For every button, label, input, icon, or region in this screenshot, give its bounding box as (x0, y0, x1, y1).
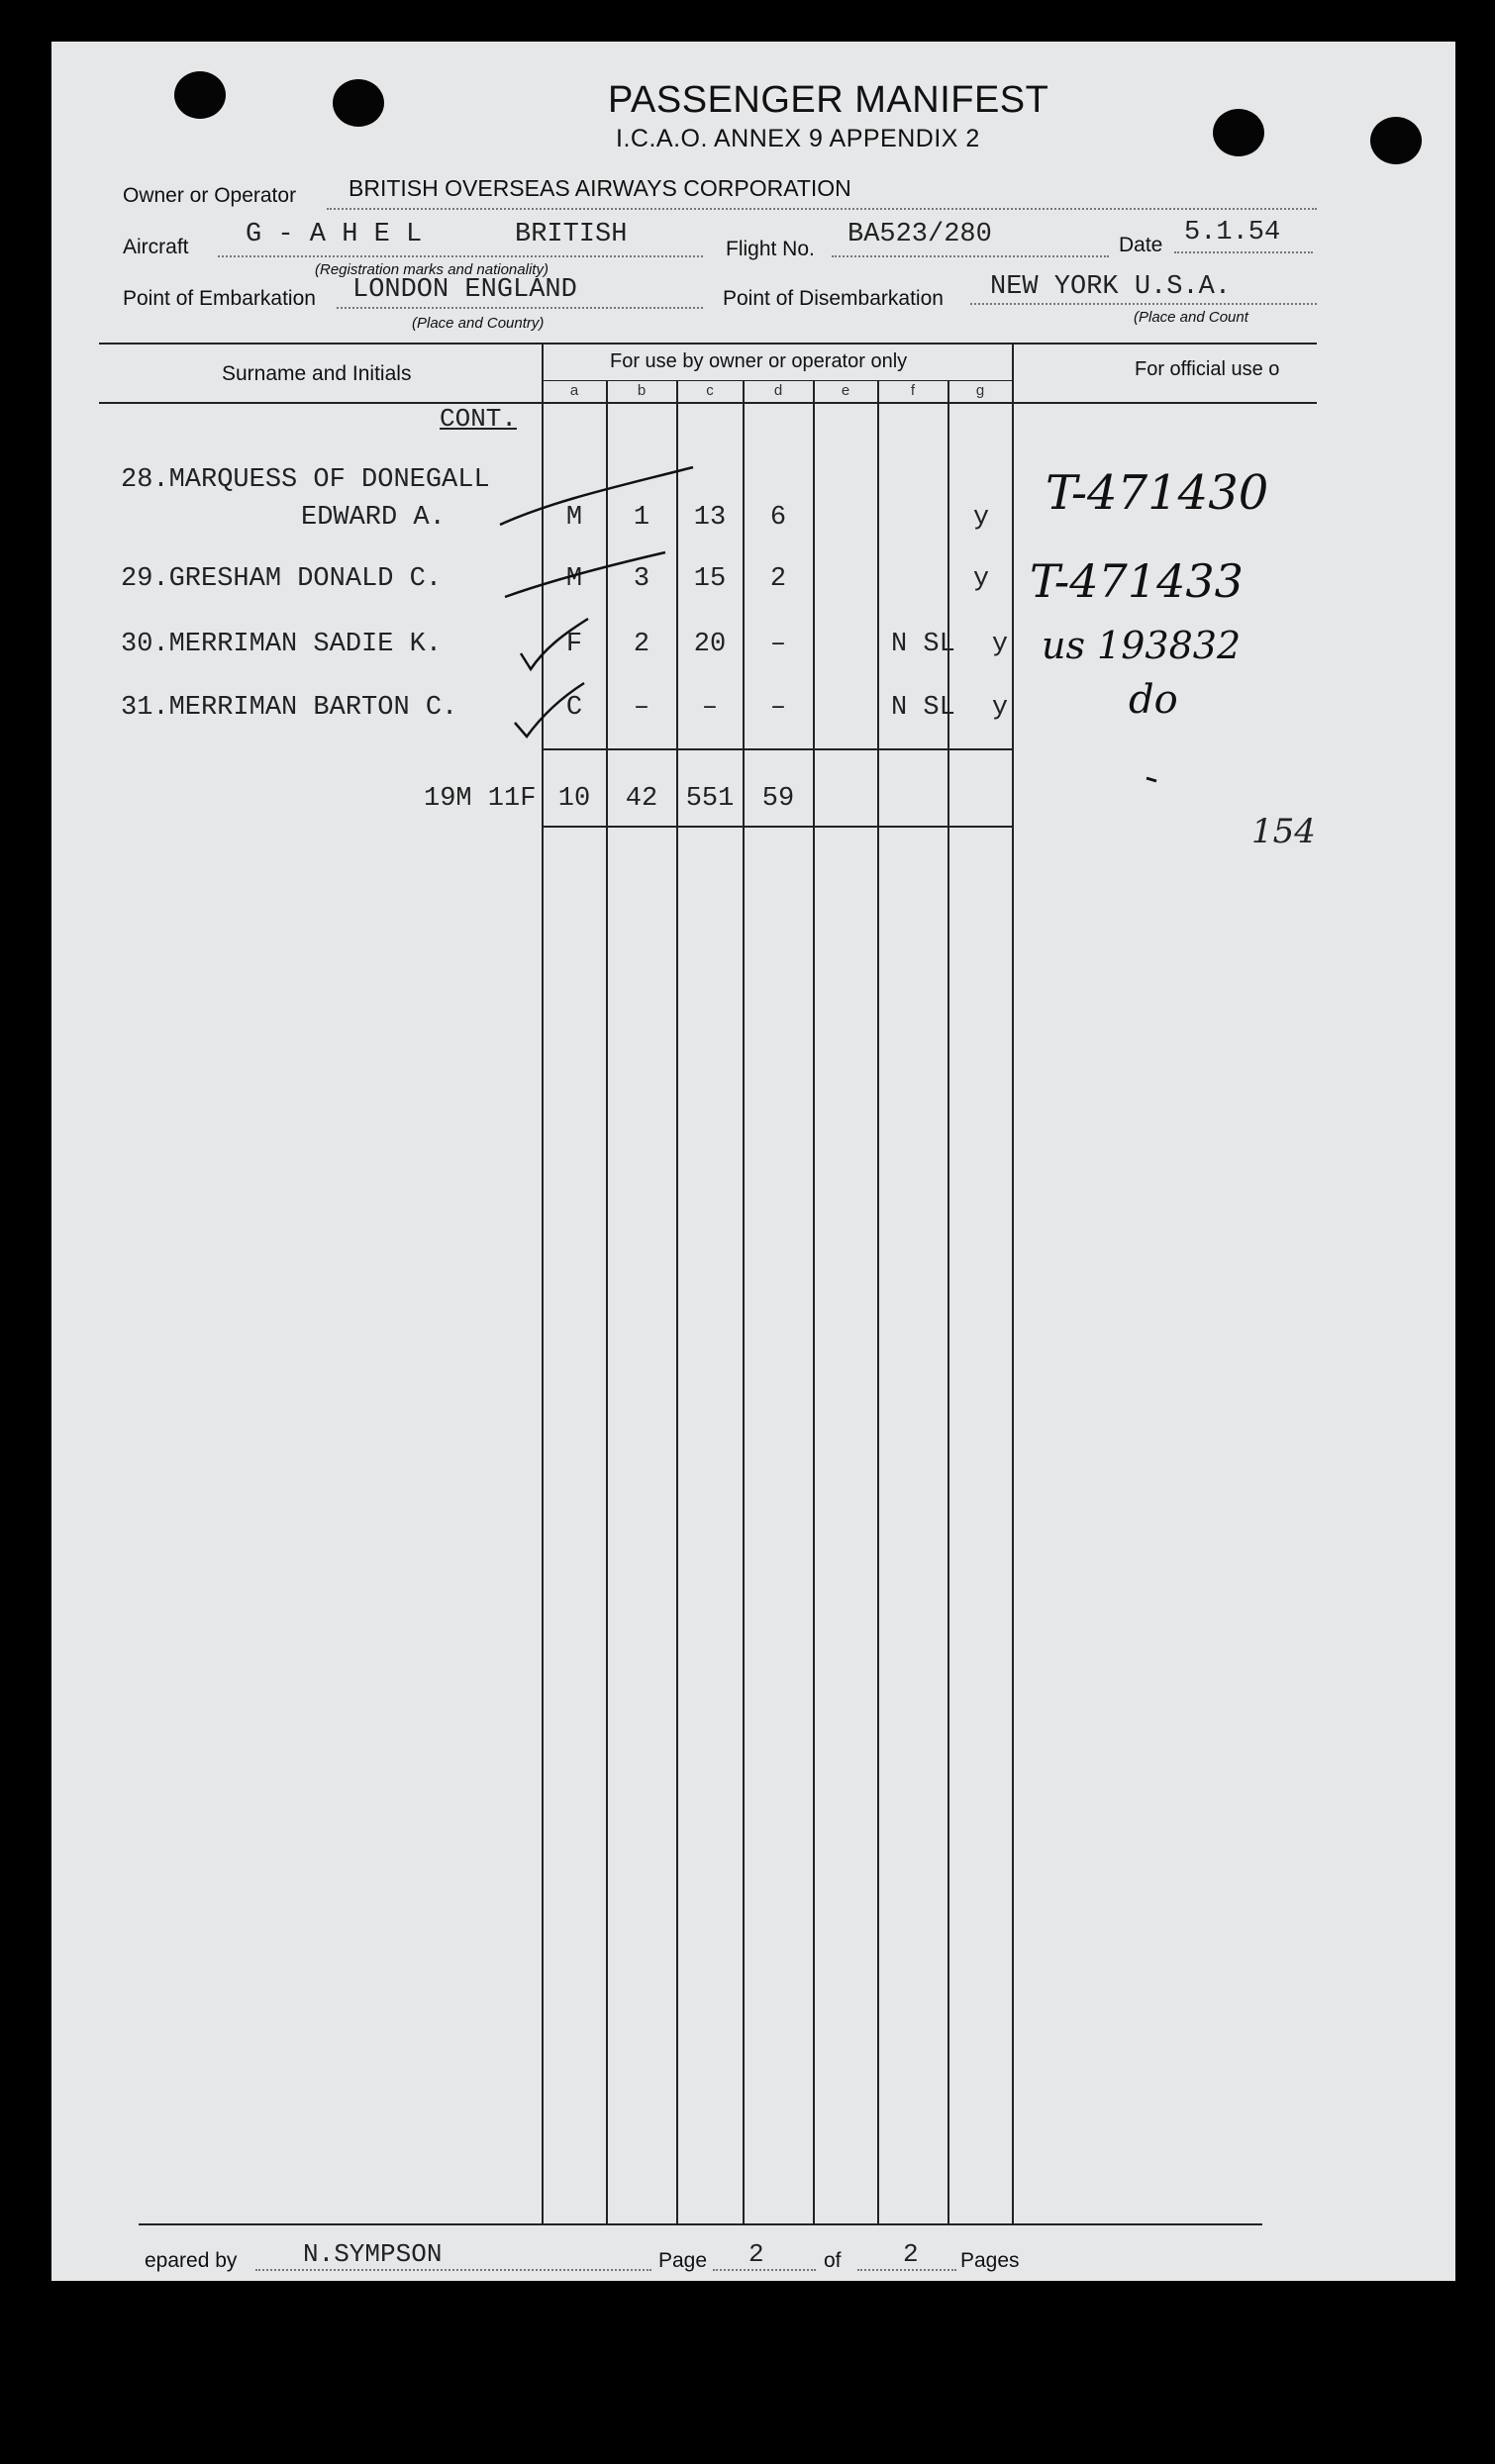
table-top-rule (99, 343, 1317, 345)
date-dotted-line (1174, 251, 1313, 253)
aircraft-label: Aircraft (123, 236, 189, 258)
of-value: 2 (903, 2239, 919, 2269)
date-label: Date (1119, 234, 1163, 256)
row-28-col-c: 13 (693, 503, 727, 533)
prepared-label: epared by (145, 2249, 238, 2272)
prepared-value: N.SYMPSON (303, 2239, 443, 2269)
punch-hole-2 (333, 79, 384, 127)
col-letter-b: b (637, 382, 647, 399)
flight-label: Flight No. (726, 238, 815, 260)
row-31-col-d: – (769, 693, 787, 723)
col-letter-a: a (569, 382, 579, 399)
flight-value: BA523/280 (847, 220, 992, 249)
row-28-col-g: y (972, 503, 990, 533)
row-29-official: T-471433 (1030, 554, 1244, 608)
cont-label: CONT. (440, 404, 518, 434)
row-31-col-g: y (991, 693, 1009, 723)
col-letter-g: g (975, 382, 985, 399)
table-header-bottom-rule (99, 402, 1317, 404)
col-rule-5 (813, 380, 815, 2225)
totals-col-b: 42 (625, 784, 658, 814)
of-label: of (824, 2249, 842, 2272)
embarkation-label: Point of Embarkation (123, 287, 316, 310)
letters-rule (543, 380, 1012, 381)
row-28-name: 28.MARQUESS OF DONEGALL (121, 465, 490, 495)
row-31-col-c: – (701, 693, 719, 723)
aircraft-note: (Registration marks and nationality) (315, 261, 548, 278)
punch-hole-3 (1213, 109, 1264, 156)
row-28-official: T-471430 (1046, 465, 1269, 521)
col-letter-e: e (841, 382, 850, 399)
punch-hole-4 (1370, 117, 1422, 164)
row-29-col-c: 15 (693, 564, 727, 594)
row-30-col-g: y (991, 630, 1009, 659)
row-29-col-d: 2 (769, 564, 787, 594)
row-31-col-b: – (633, 693, 650, 723)
disembarkation-dotted-line (970, 303, 1317, 305)
prepared-dotted-line (255, 2269, 651, 2271)
date-value: 5.1.54 (1184, 218, 1281, 247)
row-30-col-f: N SL (891, 630, 955, 659)
owner-use-header: For use by owner or operator only (610, 350, 908, 372)
row-28-col-a: M (565, 503, 583, 533)
totals-col-c: 551 (685, 784, 735, 814)
totals-top-rule (543, 748, 1012, 750)
row-30-name: 30.MERRIMAN SADIE K. (121, 630, 443, 659)
page-value: 2 (748, 2239, 764, 2269)
col-rule-1 (542, 343, 544, 2225)
col-rule-8 (1012, 343, 1014, 2225)
row-30-col-a: F (565, 630, 583, 659)
pages-label: Pages (960, 2249, 1020, 2272)
page-label: Page (658, 2249, 708, 2272)
col-letter-d: d (773, 382, 783, 399)
surname-column-header: Surname and Initials (222, 362, 412, 385)
flight-dotted-line (832, 255, 1109, 257)
row-30-col-d: – (769, 630, 787, 659)
totals-label: 19M 11F (424, 784, 537, 814)
margin-note: 154 (1251, 812, 1316, 851)
row-29-col-b: 3 (633, 564, 650, 594)
footer-rule (139, 2223, 1262, 2225)
embarkation-dotted-line (337, 307, 703, 309)
row-29-col-g: y (972, 564, 990, 594)
disembarkation-value: NEW YORK U.S.A. (990, 272, 1232, 302)
disembarkation-label: Point of Disembarkation (723, 287, 944, 310)
col-letter-c: c (706, 382, 714, 399)
aircraft-registration: G - A H E L (246, 220, 423, 249)
row-31-name: 31.MERRIMAN BARTON C. (121, 693, 458, 723)
disembarkation-note: (Place and Count (1134, 309, 1248, 326)
row-30-col-c: 20 (693, 630, 727, 659)
of-dotted-line (857, 2269, 956, 2271)
punch-hole-1 (174, 71, 226, 119)
row-28-name-line2: EDWARD A. (301, 503, 446, 533)
embarkation-note: (Place and Country) (412, 315, 545, 332)
row-31-col-f: N SL (891, 693, 955, 723)
aircraft-dotted-line (218, 255, 703, 257)
totals-col-a: 10 (557, 784, 591, 814)
page-dotted-line (713, 2269, 816, 2271)
totals-col-d: 59 (761, 784, 795, 814)
owner-label: Owner or Operator (123, 184, 297, 207)
row-31-col-a: C (565, 693, 583, 723)
col-letter-f: f (910, 382, 916, 399)
owner-dotted-line (327, 208, 1317, 210)
embarkation-value: LONDON ENGLAND (352, 275, 577, 305)
row-30-official: us 193832 (1042, 624, 1242, 667)
row-28-col-b: 1 (633, 503, 650, 533)
page-subtitle: I.C.A.O. ANNEX 9 APPENDIX 2 (616, 125, 980, 152)
row-30-col-b: 2 (633, 630, 650, 659)
row-28-col-d: 6 (769, 503, 787, 533)
official-use-header: For official use o (1135, 358, 1280, 380)
row-29-col-a: M (565, 564, 583, 594)
owner-value: BRITISH OVERSEAS AIRWAYS CORPORATION (349, 175, 851, 201)
row-31-official: do (1129, 677, 1178, 723)
col-rule-6 (877, 380, 879, 2225)
aircraft-nationality: BRITISH (515, 220, 628, 249)
page-title: PASSENGER MANIFEST (608, 79, 1049, 121)
totals-bottom-rule (543, 826, 1012, 828)
row-29-name: 29.GRESHAM DONALD C. (121, 564, 443, 594)
